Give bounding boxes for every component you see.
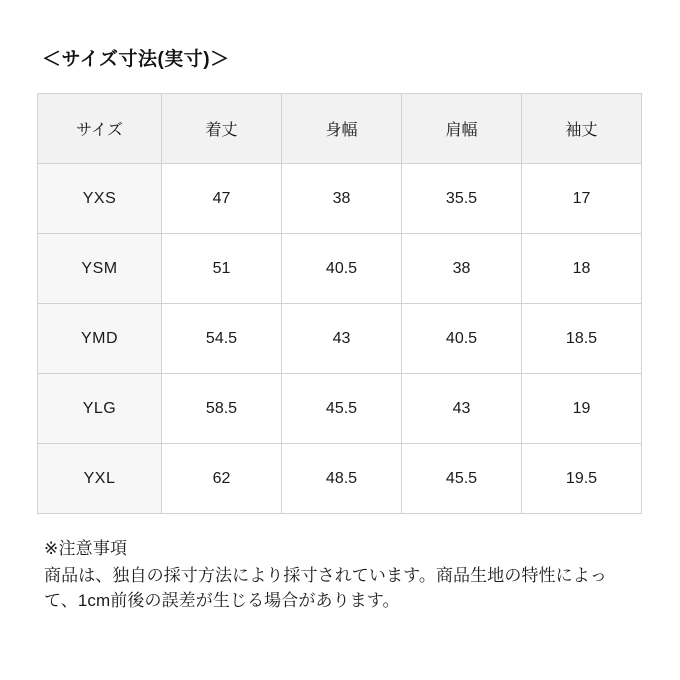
cell-sleeve: 18.5 [522,304,642,374]
column-header-shoulder: 肩幅 [402,94,522,164]
cell-sleeve: 19.5 [522,444,642,514]
table-header-row [38,94,642,164]
table-row [38,234,642,304]
notes-body: 商品は、独自の採寸方法により採寸されています。商品生地の特性によって、1cm前後の誤差が生じる場合があります。 [44,566,607,611]
cell-sleeve: 18 [522,234,642,304]
cell-sleeve: 17 [522,164,642,234]
column-header-width: 身幅 [282,94,402,164]
cell-width: 40.5 [282,234,402,304]
column-header-size: サイズ [38,94,162,164]
column-header-length: 着丈 [162,94,282,164]
cell-shoulder: 35.5 [402,164,522,234]
cell-shoulder: 40.5 [402,304,522,374]
table-row [38,304,642,374]
size-dimensions-table [37,93,642,514]
cell-width: 38 [282,164,402,234]
column-header-sleeve: 袖丈 [522,94,642,164]
cell-size: YXS [38,164,162,234]
cell-sleeve: 19 [522,374,642,444]
cell-width: 48.5 [282,444,402,514]
cell-size: YLG [38,374,162,444]
table-row [38,374,642,444]
cell-length: 51 [162,234,282,304]
notes-title: ※注意事項 [44,539,128,558]
page-title: ＜サイズ寸法(実寸)＞ [42,49,230,70]
table-row [38,164,642,234]
cell-length: 47 [162,164,282,234]
cell-length: 62 [162,444,282,514]
cell-shoulder: 38 [402,234,522,304]
cell-size: YSM [38,234,162,304]
cell-length: 58.5 [162,374,282,444]
cell-width: 45.5 [282,374,402,444]
cell-width: 43 [282,304,402,374]
cell-shoulder: 43 [402,374,522,444]
cell-size: YMD [38,304,162,374]
cell-shoulder: 45.5 [402,444,522,514]
cell-size: YXL [38,444,162,514]
notes-section [44,534,640,613]
cell-length: 54.5 [162,304,282,374]
table-row [38,444,642,514]
